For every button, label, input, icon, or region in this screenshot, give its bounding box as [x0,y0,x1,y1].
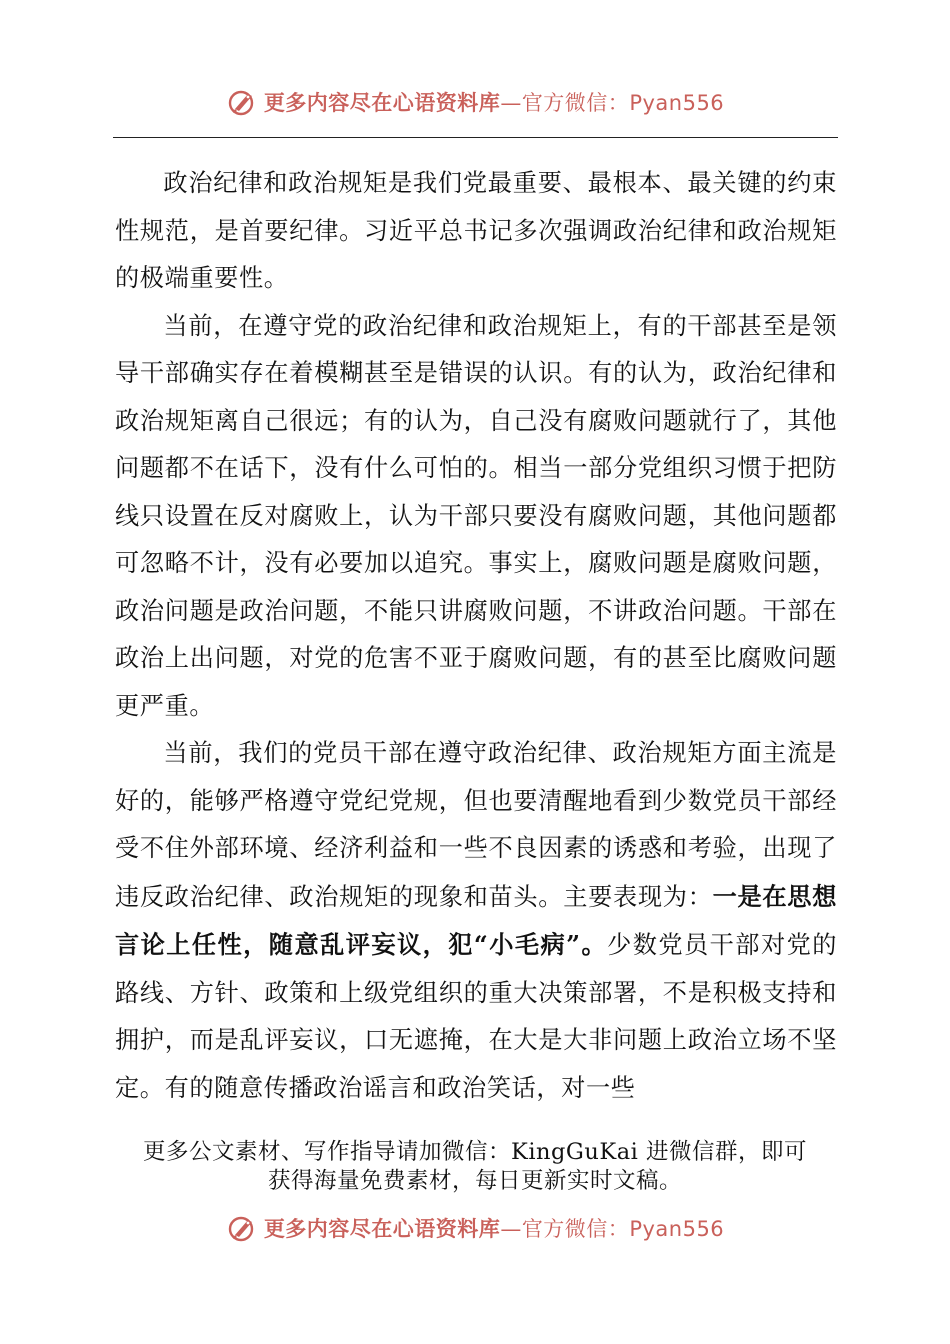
footer-note-line-1: 更多公文素材、写作指导请加微信：KingGuKai 进微信群，即可 [143,1139,807,1165]
paragraph-2: 当前，在遵守党的政治纪律和政治规矩上，有的干部甚至是领导干部确实存在着模糊甚至是错误的认识。有的认为，政治纪律和政治规矩离自己很远；有的认为，自己没有腐败问题就行了，其他问题都不在话下，没有什么可怕的。相当一部分党组织习惯于把防线只设置在反对腐败上，认为干部只要没有腐败问题，其他问题都可忽略不计，没有必要加以追究。事实上，腐败问题是腐败问题，政治问题是政治问题，不能只讲腐败问题，不讲政治问题。干部在政治上出问题，对党的危害不亚于腐败问题，有的甚至比腐败问题更严重。 [115,311,837,720]
paragraph-3-rest: 少数党员干部对党的路线、方针、政策和上级党组织的重大决策部署，不是积极支持和拥护，而是乱评妄议，口无遮掩，在大是大非问题上政治立场不坚定。有的随意传播政治谣言和政治笑话，对一些 [115,931,838,1102]
pen-nib-logo-icon [226,86,258,118]
banner-wechat-id: Pyan556 [629,91,725,115]
paragraph-3-intro: 当前，我们的党员干部在遵守政治纪律、政治规矩方面主流是好的，能够严格遵守党纪党规，但也要清醒地看到少数党员干部经受不住外部环境、经济利益和一些不良因素的诱惑和考验，出现了违反政治纪律、政治规矩的现象和苗头。主要表现为： [115,739,837,911]
banner-brand: 更多内容尽在心语资料库 [263,1217,501,1241]
banner-text [264,1213,724,1243]
paragraph-3-bold-point: 一是在思想言论上任性，随意乱评妄议，犯“小毛病”。 [115,881,837,959]
footer-banner [0,1206,950,1250]
banner-wechat-id: Pyan556 [629,1217,725,1241]
banner-label: 官方微信： [521,91,630,115]
pen-nib-logo-icon [226,1212,258,1244]
footer-note [110,1138,840,1196]
paragraph-3 [115,730,837,1112]
banner-label: 官方微信： [521,1217,630,1241]
banner-brand: 更多内容尽在心语资料库 [263,91,501,115]
header-divider [113,137,838,138]
banner-separator: — [500,1217,522,1241]
paragraph-1: 政治纪律和政治规矩是我们党最重要、最根本、最关键的约束性规范，是首要纪律。习近平总书记多次强调政治纪律和政治规矩的极端重要性。 [115,169,837,292]
footer-note-line-2: 获得海量免费素材，每日更新实时文稿。 [267,1168,682,1194]
banner-text [264,87,724,117]
document-body [115,160,837,1112]
header-banner [0,80,950,124]
banner-separator: — [500,91,522,115]
